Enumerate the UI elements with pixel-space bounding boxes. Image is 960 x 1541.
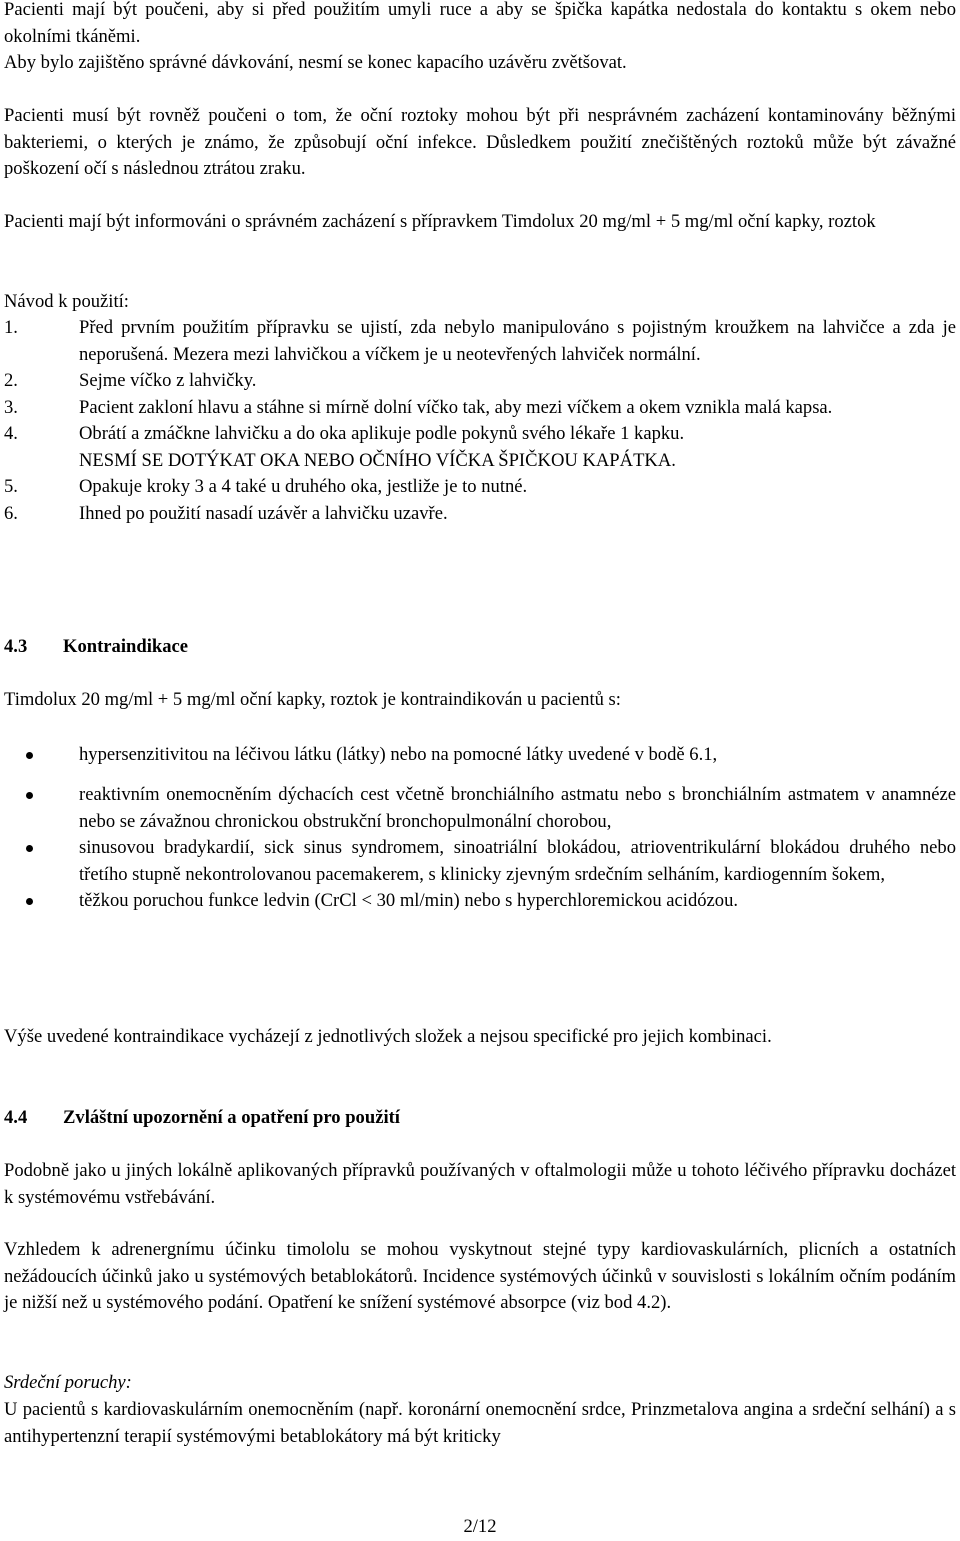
instruction-step: 2. Sejme víčko z lahvičky.: [4, 370, 257, 391]
warning-paragraph-1: Podobně jako u jiných lokálně aplikovaných přípravků používaných v oftalmologii může u tohoto léčivého přípravku docházet k systémovému vstřebávání.: [4, 1160, 956, 1208]
instruction-step: 3. Pacient zakloní hlavu a stáhne si mírně dolní víčko tak, aby mezi víčkem a okem vznikla malá kapsa.: [4, 396, 833, 418]
instruction-step: 5. Opakuje kroky 3 a 4 také u druhého oka, jestliže je to nutné.: [4, 476, 528, 497]
contraindication-item: hypersenzitivitou na léčivou látku (látky) nebo na pomocné látky uvedené v bodě 6.1,: [4, 742, 956, 769]
instruction-step: 1. Před prvním použitím přípravku se ujistí, zda nebylo manipulováno s pojistným kroužkem na lahvičce a zda je neporušená. Mezera mezi lahvičkou a víčkem je u neotevřených lahviček normální.: [4, 317, 956, 365]
instruction-step: 4. Obrátí a zmáčkne lahvičku a do oka aplikuje podle pokynů svého lékaře 1 kapku. NESMÍ SE DOTÝKAT OKA NEBO OČNÍHO VÍČKA ŠPIČKOU KAPÁTKA.: [4, 421, 956, 474]
section-heading-4-4: 4.4 Zvláštní upozornění a opatření pro použití: [4, 1107, 400, 1128]
bullet-icon: [26, 752, 33, 759]
cardiac-paragraph: U pacientů s kardiovaskulárním onemocněním (např. koronární onemocnění srdce, Prinzmetalova angina a srdeční selhání) a s antihypertenzní terapií systémovými betablokátory má být kriticky: [4, 1399, 956, 1447]
contraindication-list-continued: [4, 782, 956, 915]
bullet-icon: [26, 898, 33, 905]
cardiac-subheading: Srdeční poruchy:: [4, 1372, 132, 1393]
page-number: 2/12: [463, 1516, 497, 1537]
contraindication-item: sinusovou bradykardií, sick sinus syndromem, sinoatriální blokádou, atrioventrikulární blokádou druhého nebo třetího stupně nekontrolovanou pacemakerem, s klinicky zjevným srdečním selháním, kardiogenním šokem,: [4, 835, 956, 888]
warning-paragraph-2: Vzhledem k adrenergnímu účinku timololu se mohou vyskytnout stejné typy kardiovaskulárních, plicních a ostatních nežádoucích účinků jako u systémových betablokátorů. Incidence systémových účinků v souvislosti s lokálním očním podáním je nižší než u systémového podání. Opatření ke snížení systémové absorpce (viz bod 4.2).: [4, 1239, 956, 1313]
instructions-title: Návod k použití:: [4, 291, 129, 312]
instructions-list: [4, 315, 956, 527]
contraindication-closing: Výše uvedené kontraindikace vycházejí z jednotlivých složek a nejsou specifické pro jejich kombinaci.: [4, 1026, 772, 1047]
bullet-icon: [26, 845, 33, 852]
contraindication-item: reaktivním onemocněním dýchacích cest včetně bronchiálního astmatu nebo s bronchiálním astmatem v anamnéze nebo se závažnou chronickou obstrukční bronchopulmonální chorobou,: [4, 782, 956, 835]
instruction-step: 6. Ihned po použití nasadí uzávěr a lahvičku uzavře.: [4, 502, 448, 524]
section-heading-4-3: 4.3 Kontraindikace: [4, 636, 188, 657]
intro-paragraph-1: Pacienti mají být poučeni, aby si před použitím umyli ruce a aby se špička kapátka nedostala do kontaktu s okem nebo okolními tkáněmi. Aby bylo zajištěno správné dávkování, nesmí se konec kapacího uzávěru zvětšovat.: [4, 0, 956, 73]
intro-paragraph-3: Pacienti mají být informováni o správném zacházení s přípravkem Timdolux 20 mg/ml + 5 mg/ml oční kapky, roztok: [4, 211, 876, 232]
intro-paragraph-2: Pacienti musí být rovněž poučeni o tom, že oční roztoky mohou být při nesprávném zacházení kontaminovány běžnými bakteriemi, o kterých je známo, že způsobují oční infekce. Důsledkem použití znečištěných roztoků může být závažné poškození očí s následnou ztrátou zraku.: [4, 105, 956, 179]
contraindication-item: těžkou poruchou funkce ledvin (CrCl < 30 ml/min) nebo s hyperchloremickou acidózou.: [4, 888, 956, 915]
instruction-warning: NESMÍ SE DOTÝKAT OKA NEBO OČNÍHO VÍČKA ŠPIČKOU KAPÁTKA.: [79, 449, 676, 471]
bullet-icon: [26, 792, 33, 799]
contraindication-list: [4, 742, 956, 769]
contraindication-intro: Timdolux 20 mg/ml + 5 mg/ml oční kapky, roztok je kontraindikován u pacientů s:: [4, 689, 621, 710]
